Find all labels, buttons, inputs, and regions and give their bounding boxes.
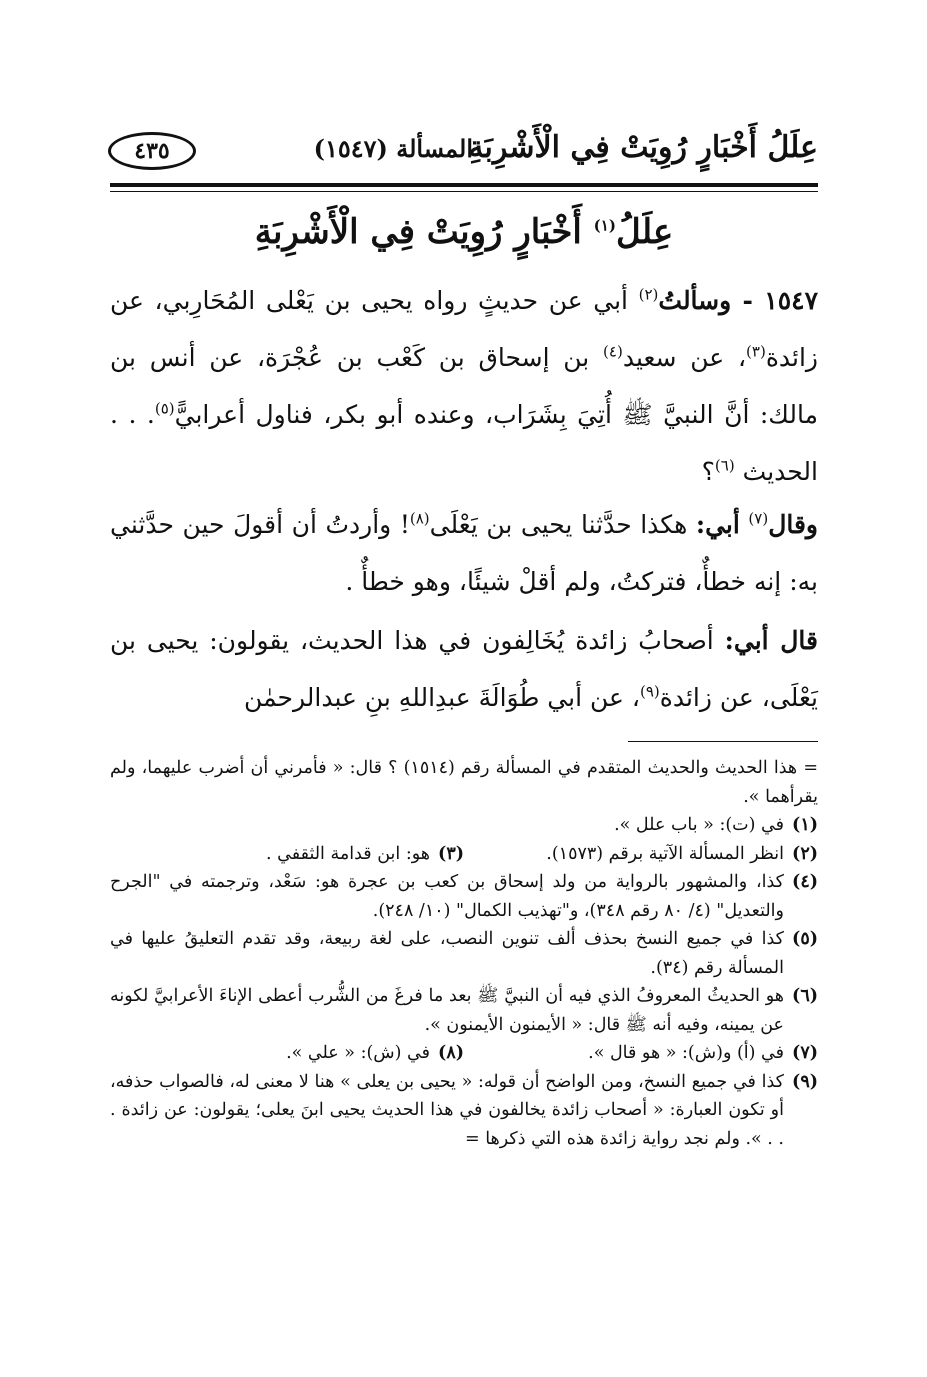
footnote-separator bbox=[628, 741, 818, 742]
footnote-item: (٢) انظر المسألة الآتية برقم (١٥٧٣). bbox=[546, 843, 818, 864]
footnote-item: (٧) في (أ) و(ش): « هو قال ». bbox=[588, 1043, 818, 1063]
footnote-marker: (٣) bbox=[746, 342, 766, 361]
running-title: عِلَلُ أَخْبَارٍ رُوِيَتْ فِي الْأَشْرِبَةِ bbox=[468, 130, 818, 165]
footnote-item: (٩) كذا في جميع النسخ، ومن الواضح أن قوله: « يحيى بن يعلى » هنا لا معنى له، فالصواب حذفه، أو تكون العبارة: « أصحاب زائدة يخالفون في هذا الحديث يحيى ابنَ يعلى؛ يقولون: عن زائدة . . . ». ولم نجد رواية زائدة هذه التي ذكرها = bbox=[110, 1071, 818, 1149]
footnote-marker: (٩) bbox=[639, 682, 660, 701]
header-rule-thick bbox=[110, 183, 818, 187]
footnote-item: (٥) كذا في جميع النسخ بحذف ألف تنوين النصب، على لغة ربيعة، وقد تقدم التعليقُ عليها في المسألة رقم (٣٤). bbox=[110, 929, 818, 978]
page-number-badge bbox=[108, 132, 196, 170]
footnote-marker: (٢) bbox=[638, 285, 659, 304]
footnote-item: (٤) كذا، والمشهور بالرواية من ولد إسحاق بن كعب بن عجرة هو: سَعْد، وترجمته في "الجرح والتعديل" (٤/ ٨٠ رقم ٣٤٨)، و"تهذيب الكمال" (١٠/ ٢٤٨). bbox=[110, 872, 818, 921]
footnote-item: (٨) في (ش): « علي ». bbox=[286, 1043, 464, 1063]
footnote-item: (٦) هو الحديثُ المعروفُ الذي فيه أن النبيَّ ﷺ بعد ما فرغَ من الشُّرب أعطى الإناءَ الأعرابيَّ لكونه عن يمينه، وفيه أنه ﷺ قال: « الأيمنون الأيمنون ». bbox=[110, 986, 818, 1035]
footnote-item: (١) في (ت): « باب علل ». bbox=[614, 815, 818, 835]
footnote-continuation: = هذا الحديث والحديث المتقدم في المسألة رقم (١٥١٤) ؟ قال: « فأمرني أن أضرب عليهما، ولم يقرأهما ». bbox=[110, 758, 818, 807]
chapter-title: عِلَلُ$^{(١)}$ أَخْبَارٍ رُوِيَتْ فِي الْأَشْرِبَةِ bbox=[254, 212, 674, 252]
running-header bbox=[108, 120, 818, 180]
page-number: ٤٣٥ bbox=[134, 138, 170, 164]
paragraph-answer: وقال$^{(٧)}$ أبي: هكذا حدَّثنا يحيى بن يَعْلَى$^{(٨)}$! وأردتُ أن أقولَ حين حدَّثني به: إنه خطأٌ، فتركتُ، ولم أقلْ شيئًا، وهو خطأٌ . bbox=[110, 509, 819, 596]
header-rule-thin bbox=[110, 191, 818, 192]
paragraph-question: ١٥٤٧ - وسألتُ$^{(٢)}$ أبي عن حديثٍ رواه يحيى بن يَعْلى المُحَارِبي، عن زائدة$^{(٣)}$، عن سعيد$^{(٤)}$ بن إسحاق بن كَعْب بن عُجْرَة، عن أنس بن مالك: أنَّ النبيَّ ﷺ أُتِيَ بِشَرَاب، وعنده أبو بكر، فناول أعرابيًّ$^{(٥)}$. . . الحديث $^{(٦)}$؟ bbox=[110, 285, 819, 486]
footnote-item: (٣) هو: ابن قدامة الثقفي . bbox=[266, 843, 464, 864]
footnote-row bbox=[110, 1039, 818, 1068]
footnote-row bbox=[110, 840, 818, 869]
footnotes bbox=[110, 754, 818, 1153]
footnote-marker: (١) bbox=[593, 216, 616, 235]
issue-label: المسألة (١٥٤٧) bbox=[313, 134, 473, 163]
footnote-marker: (٦) bbox=[714, 456, 735, 475]
footnote-marker: (٥) bbox=[154, 399, 175, 418]
paragraph-explanation: قال أبي: أصحابُ زائدة يُخَالِفون في هذا الحديث، يقولون: يحيى بن يَعْلَى، عن زائدة$^{(٩)}$، عن أبي طُوَالَةَ عبدِاللهِ بنِ عبدالرحمٰن bbox=[110, 626, 818, 712]
footnote-marker: (٨) bbox=[409, 509, 430, 528]
question-number: ١٥٤٧ - وسألتُ bbox=[658, 286, 818, 315]
footnote-marker: (٤) bbox=[603, 342, 623, 361]
footnote-marker: (٧) bbox=[748, 509, 769, 528]
